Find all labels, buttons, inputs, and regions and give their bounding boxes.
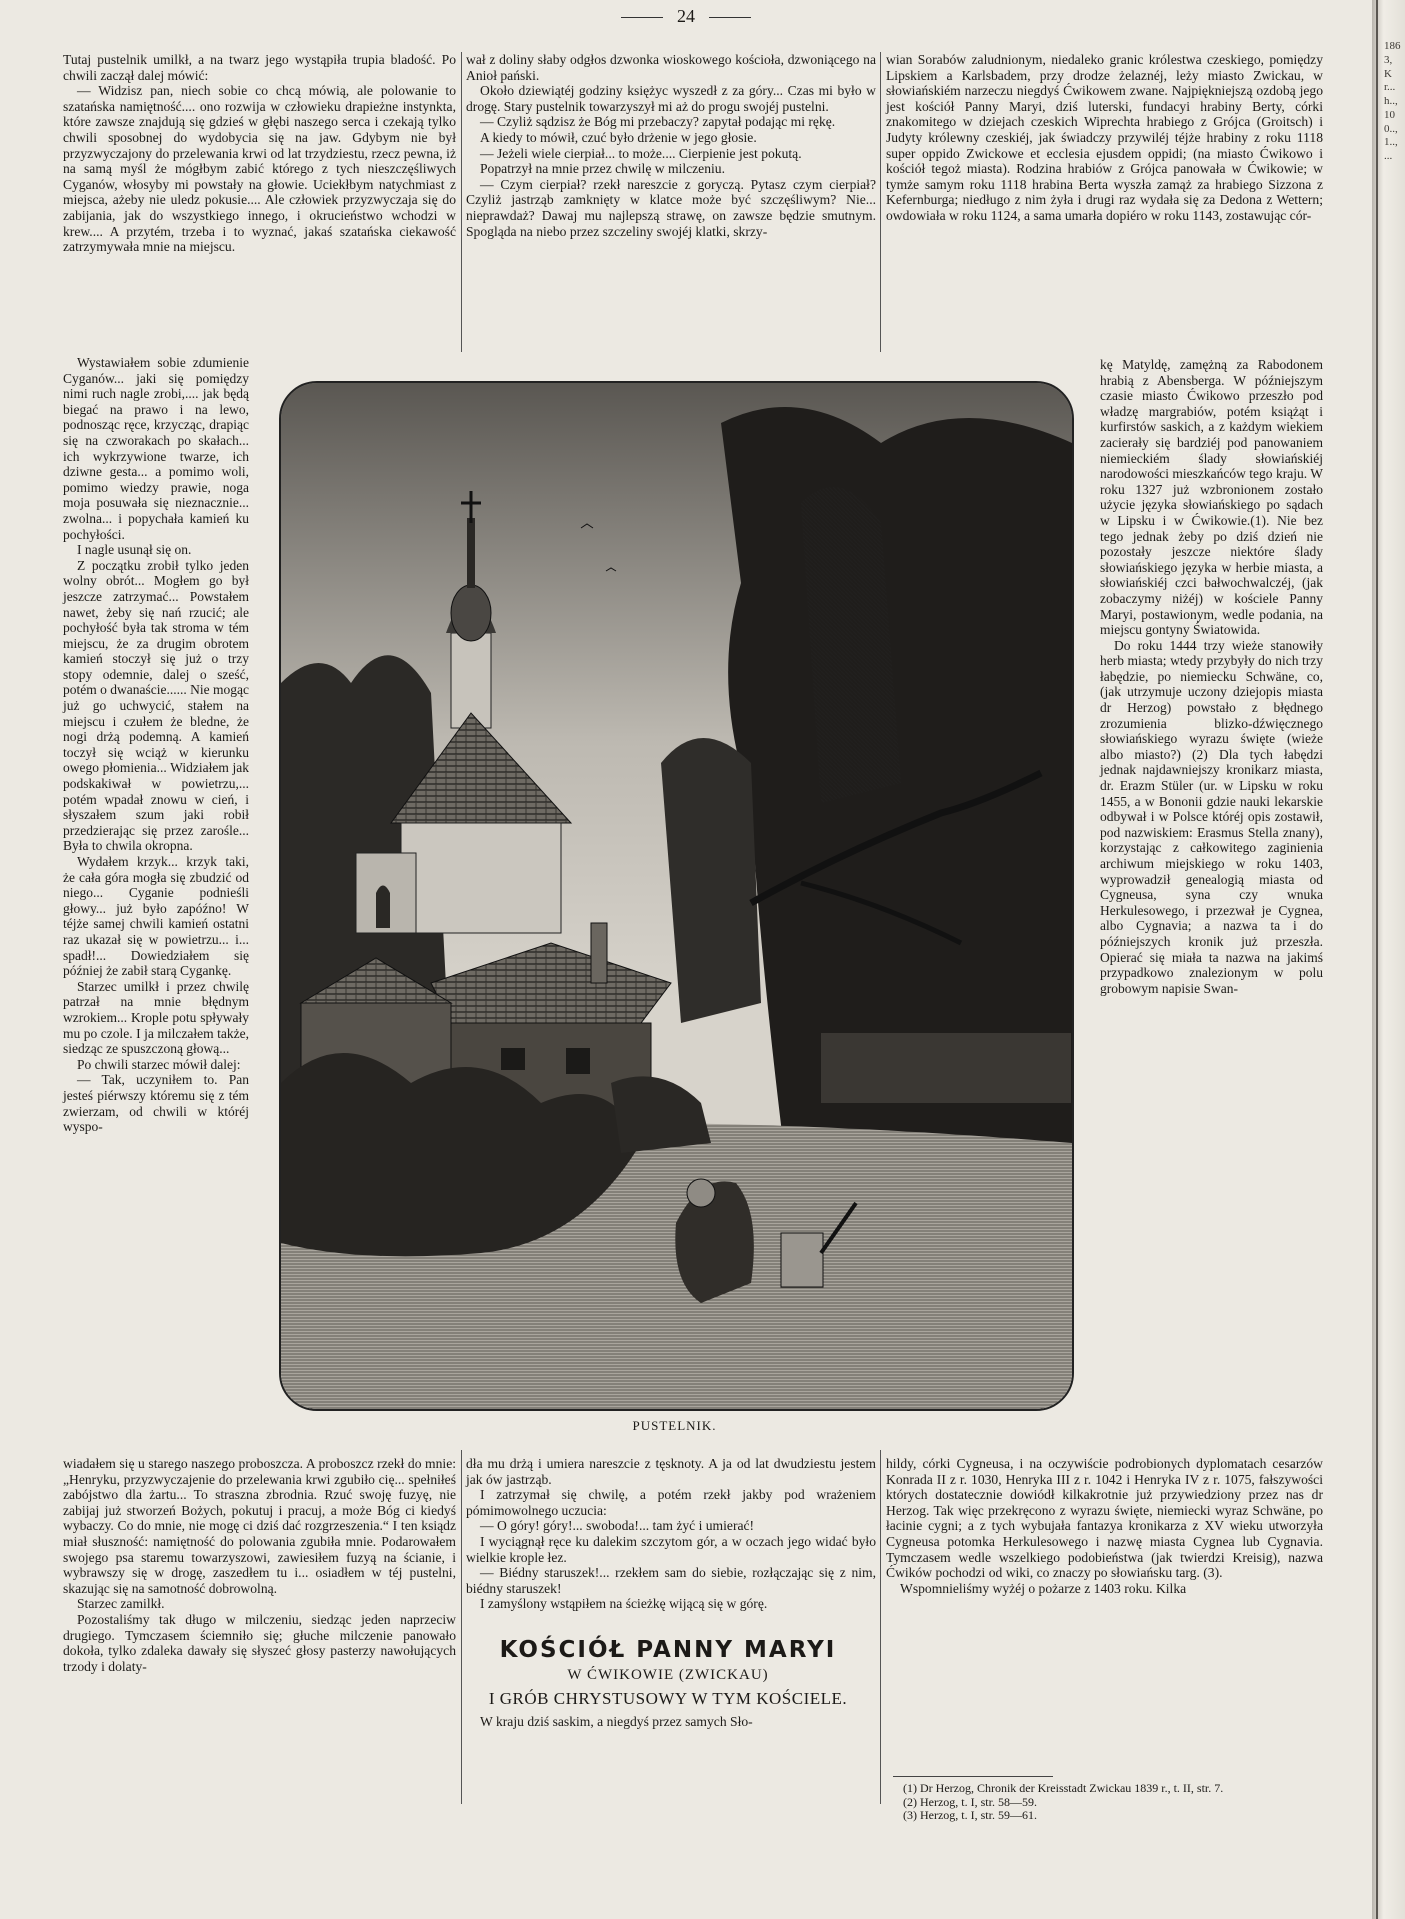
left-column-top: [63, 52, 456, 255]
paragraph: — Czym cierpiał? rzekł nareszcie z goryczą. Pytasz czym cierpiał? Czyliż jastrząb zamknięty w klatce może być szczęśliwym? Nie... nieprawdaż? Dawaj mu najlepszą strawę, on zawsze będzie smutnym. Spogląda na niebo przez szczeliny swojéj klatki, skrzy-: [466, 176, 876, 239]
paragraph: Starzec umilkł i przez chwilę patrzał na mnie błędnym wzrokiem... Krople potu spływały mu po czole. I ja milczałem także, siedząc ze spuszczoną głową...: [63, 978, 249, 1057]
paragraph: Tutaj pustelnik umilkł, a na twarz jego wystąpiła trupia bladość. Po chwili zaczął dalej mówić:: [63, 52, 456, 83]
footnote: (2) Herzog, t. I, str. 58—59.: [903, 1794, 1037, 1809]
column-rule: [880, 1450, 881, 1804]
binding-line: [1376, 0, 1378, 1919]
article-subtitle: W ĆWIKOWIE (ZWICKAU): [567, 1667, 769, 1683]
page-number: 24: [0, 6, 1372, 27]
paragraph: — Tak, uczyniłem to. Pan jesteś piérwszy któremu się z tém zwierzam, od chwili w któréj wyspo-: [63, 1072, 249, 1135]
adjacent-page-text: 1863, Kr... h.., 100.., 1.., ...: [1384, 40, 1401, 162]
footnotes: [893, 1782, 1325, 1823]
paragraph: Wspomnieliśmy wyżéj o pożarze z 1403 roku. Kilka: [900, 1580, 1187, 1596]
middle-column-bottom: [466, 1456, 876, 1612]
paragraph: — Jeżeli wiele cierpiał... to może.... Cierpienie jest pokutą.: [480, 145, 802, 161]
paragraph: wian Sorabów zaludnionym, niedaleko granic królestwa czeskiego, pomiędzy Lipskiem a Karlsbadem, przy drodze żelaznéj, leży miasto Zwickau, w słowiańskiém narzeczu niegdyś Ćwikowem zwane. Najpiękniejszą ozdobą jego jest kościół Panny Maryi, dziś luterski, fundacyi hrabiny Berty, córki znakomitego w dziejach czeskich Wiprechta hrabiego z Grójca (Groitsch) i Judyty królewny czeskiéj, jak świadczy przywiléj téjże hrabiny z roku 1118 super oppido Zwickowe et ecclesia ejusdem oppidi; (na miasto Ćwikowo i kościół tegoż miasta). Rodzina hrabiów z Grójca panowała w Ćwikowie; w tymże samym roku 1118 hrabina Berta wyszła zamąż za hrabiego Sizzona z Kefernburga; niedługo z nim żyła i drugi raz wydała się za Dedona z Wettern; owdowiała w roku 1124, a sama umarła dopiéro w roku 1143, zostawując cór-: [886, 52, 1323, 223]
paragraph: dła mu drżą i umiera nareszcie z tęsknoty. A ja od lat dwudziestu jestem jak ów jastrząb.: [466, 1456, 876, 1487]
paragraph: I zamyślony wstąpiłem na ścieżkę wijącą się w górę.: [480, 1596, 768, 1612]
paragraph: Do roku 1444 trzy wieże stanowiły herb miasta; wtedy przybyły do nich trzy łabędzie, po niemiecku Schwäne, co, (jak utrzymuje uczony dziejopis miasta dr Herzog) powstało z błędnego zrozumienia blizko-dźwięcznego słowiańskiego wyrazu święte (wieże albo miasto?) (2) Dla tych łabędzi jednak najdawniejszy kronikarz miasta, dr. Erazm Stüler (ur. w Lipsku w roku 1455, a w Bononii gdzie nauki lekarskie odbywał i w Polsce któréj opis zostawił, pod nazwiskiem: Erasmus Stella znany), korzystając z całkowitego zaginienia archiwum miejskiego w roku 1403, wyprowadził genealogią miasta od Cygneusa, syna czy wnuka Herkulesowego, i przezwał je Cygnea, albo Cygnavia; a nazwa ta i do późniejszych kronik już przeszła. Opierać się miała ta nazwa na jakimś przypadkowo znalezionym w polu grobowym napisie Swan-: [1100, 637, 1323, 996]
paragraph: — Czyliż sądzisz że Bóg mi przebaczy? zapytał podając mi rękę.: [480, 114, 836, 130]
right-column-top: [886, 52, 1323, 224]
footnote: (1) Dr Herzog, Chronik der Kreisstadt Zwickau 1839 r., t. II, str. 7.: [903, 1781, 1224, 1795]
paragraph: Popatrzył na mnie przez chwilę w milczeniu.: [480, 161, 725, 177]
paragraph: wał z doliny słaby odgłos dzwonka wioskowego kościoła, dzwoniącego na Anioł pański.: [466, 52, 876, 83]
footnote-rule: [893, 1776, 1053, 1777]
paragraph: Wystawiałem sobie zdumienie Cyganów... jaki się pomiędzy nimi ruch nagle zrobi,.... jak będą biegać na prawo i na lewo, podnosząc ręce, krzycząc, drapiąc się na czworakach po skałach... ich wykrzywione twarze, ich dziwne gesta... a pomimo woli, pomimo wiedzy prawie, noga moja posuwała się nieznacznie... zwolna... i popychała kamień ku pochyłości.: [63, 355, 249, 542]
column-rule: [461, 1450, 462, 1804]
paragraph: hildy, córki Cygneusa, i na oczywiście podrobionych dyplomatach cesarzów Konrada II z r. 1030, Henryka III z r. 1042 i Henryka IV z r. 1075, fałszywości których dostatecznie dowiódł kilkakrotnie już przywiedziony przez nas dr Herzog. Tak więc przekręcono z wyrazu święte, niemiecki wyraz Schwäne, po łacinie cygni; a z tych wybujała fantazya kronikarza z XV wieku utworzyła Cygneusa potomka Herkulesowego i nazwę miasta Cygnea lub Cygnavia. Tymczasem wedle wszelkiego podobieństwa (jak twierdzi Kreisig), nazwa Ćwików pochodzi od wiki, co znaczy po słowiańsku targ. (3).: [886, 1456, 1323, 1581]
paragraph: Wydałem krzyk... krzyk taki, że cała góra mogła się zbudzić od niego... Cyganie podnieśli głowy... już było zapóźno! W téjże samej chwili kamień ostatni raz ukazał się w powietrzu... i... spadł!... Dowiedziałem się później że zabił starą Cygankę.: [63, 854, 249, 979]
engraving-illustration: [279, 381, 1074, 1411]
column-rule: [461, 52, 462, 352]
paragraph: Około dziewiątéj godziny księżyc wyszedł z za góry... Czas mi było w drogę. Stary pustelnik towarzyszył mi aż do progu swojéj pustelni.: [466, 83, 876, 114]
article-intro: [466, 1714, 876, 1730]
figure-caption: PUSTELNIK.: [632, 1418, 717, 1433]
right-column-bottom: [886, 1456, 1323, 1596]
paragraph: A kiedy to mówił, czuć było drżenie w jego głosie.: [480, 129, 757, 145]
paragraph: Starzec zamilkł.: [77, 1596, 165, 1612]
article-subtitle-2: I GRÓB CHRYSTUSOWY W TYM KOŚCIELE.: [488, 1689, 848, 1708]
column-rule: [880, 52, 881, 352]
paragraph: wiadałem się u starego naszego proboszcza. A proboszcz rzekł do mnie: „Henryku, przyzwyczajenie do przelewania krwi zgubiło cię... spełniłeś zabójstwo dla żartu... To straszna zbrodnia. Rzuć swoję fuzyę, nie zabijaj już stworzeń Bożych, pokutuj i pracuj, a może Bóg ci kiedyś wybaczy. Co do mnie, nie mogę ci dziś dać rozgrzeszenia.“ I ten ksiądz miał słuszność: namiętność do polowania zgubiła mnie. Podarowałem swojego psa staremu towarzyszowi, zawiesiłem fuzyą na ścianie, i wybrawszy się w drogę, zaszedłem tu i... osiadłem w téj pustelni, skazując się na samotność dobrowolną.: [63, 1456, 456, 1596]
paragraph: — O góry! góry!... swoboda!... tam żyć i umierać!: [480, 1518, 755, 1534]
article-title: KOŚCIÓŁ PANNY MARYI: [499, 1637, 837, 1663]
paragraph: I zatrzymał się chwilę, a potém rzekł jakby pod wrażeniem pómimowolnego uczucia:: [466, 1487, 876, 1518]
paragraph: — Widzisz pan, niech sobie co chcą mówią, ale polowanie to szatańska namiętność.... ono rozwija w człowieku drapieżne instynkta, które zawsze znajdują się gdzieś w głębi naszego serca i czekają tylko chwili sposobnej do wydobycia się na jaw. Gdybym nie był przyzwyczajony do przelewania krwi od lat trzydziestu, rzecz pewna, iż na samą myśl że mógłbym zabić którego z tych nieszczęśliwych Cyganów, włosyby mi powstały na głowie. Uciekłbym natychmiast z miejsca, ażeby nie uledz pokusie.... Ale człowiek przyzwyczaja się do zabijania, jak do wszystkiego innego, i okrucieństwo wchodzi w krew.... A przytém, trzeba i to wyznać, jakaś szatańska ciekawość zatrzymywała mnie na miejscu.: [63, 83, 456, 255]
paragraph: Pozostaliśmy tak długo w milczeniu, siedząc jeden naprzeciw drugiego. Tymczasem ściemniło się; głuche milczenie panowało dokoła, tylko zdaleka dawały się słyszeć głosy pasterzy nawołujących trzody i dolaty-: [63, 1611, 456, 1674]
left-column-narrow: [63, 355, 249, 1135]
paragraph: I nagle usunął się on.: [77, 542, 192, 558]
paragraph: Z początku zrobił tylko jeden wolny obrót... Mogłem go był jeszcze zatrzymać... Powstałem nawet, żeby się nań rzucić; ale pochyłość była tak stroma w tém miejscu, że za drugim obrotem kamień stoczył się już o trzy stopy odemnie, dalej o sześć, potém o dwanaście...... Nie mogąc już go uchwycić, stałem na miejscu i czułem że bledne, że nogi drżą podemną. A kamień toczył się wciąż w kierunku owego płomienia... Widziałem jak podskakiwał w powietrzu,... potém wpadał znowu w cień, i słyszałem szum jaki robił przedzierając się przez zarośle... Była to chwila okropna.: [63, 557, 249, 854]
paragraph: W kraju dziś saskim, a niegdyś przez samych Sło-: [480, 1714, 753, 1729]
hermit-engraving: [281, 383, 1072, 1409]
adjacent-page-edge: [1372, 0, 1405, 1919]
paragraph: kę Matyldę, zamężną za Rabodonem hrabią z Abensberga. W późniejszym czasie miasto Ćwikowo przeszło pod władzę margrabiów, potém książąt i kurfirstów saskich, a z każdym wiekiem zacierały się bardziéj pod panowaniem niemieckiém ślady słowiańskiéj narodowości mieszkańców tego kraju. W roku 1327 już wzbronionem zostało użycie języka słowiańskiego po sądach w Lipsku i w Ćwikowie.(1). Nie bez tego jednak żeby po dziś dzień nie pozostały jeszcze niektóre ślady słowiańskiego języka w herbie miasta, a słowiańskiéj czci bałwochwalczéj, (jak zobaczymy niżéj) w kościele Panny Maryi, postawionym, wedle podania, na miejscu gontyny Światowida.: [1100, 357, 1323, 638]
middle-column-top: [466, 52, 876, 239]
footnote: (3) Herzog, t. I, str. 59—61.: [903, 1808, 1037, 1823]
paragraph: I wyciągnął ręce ku dalekim szczytom gór, a w oczach jego widać było wielkie krople łez.: [466, 1533, 876, 1565]
paragraph: Po chwili starzec mówił dalej:: [77, 1056, 241, 1072]
paragraph: — Biédny staruszek!... rzekłem sam do siebie, rozłączając się z nim, biédny staruszek!: [466, 1565, 876, 1596]
right-column-narrow: [1100, 357, 1323, 996]
left-column-bottom: [63, 1456, 456, 1674]
